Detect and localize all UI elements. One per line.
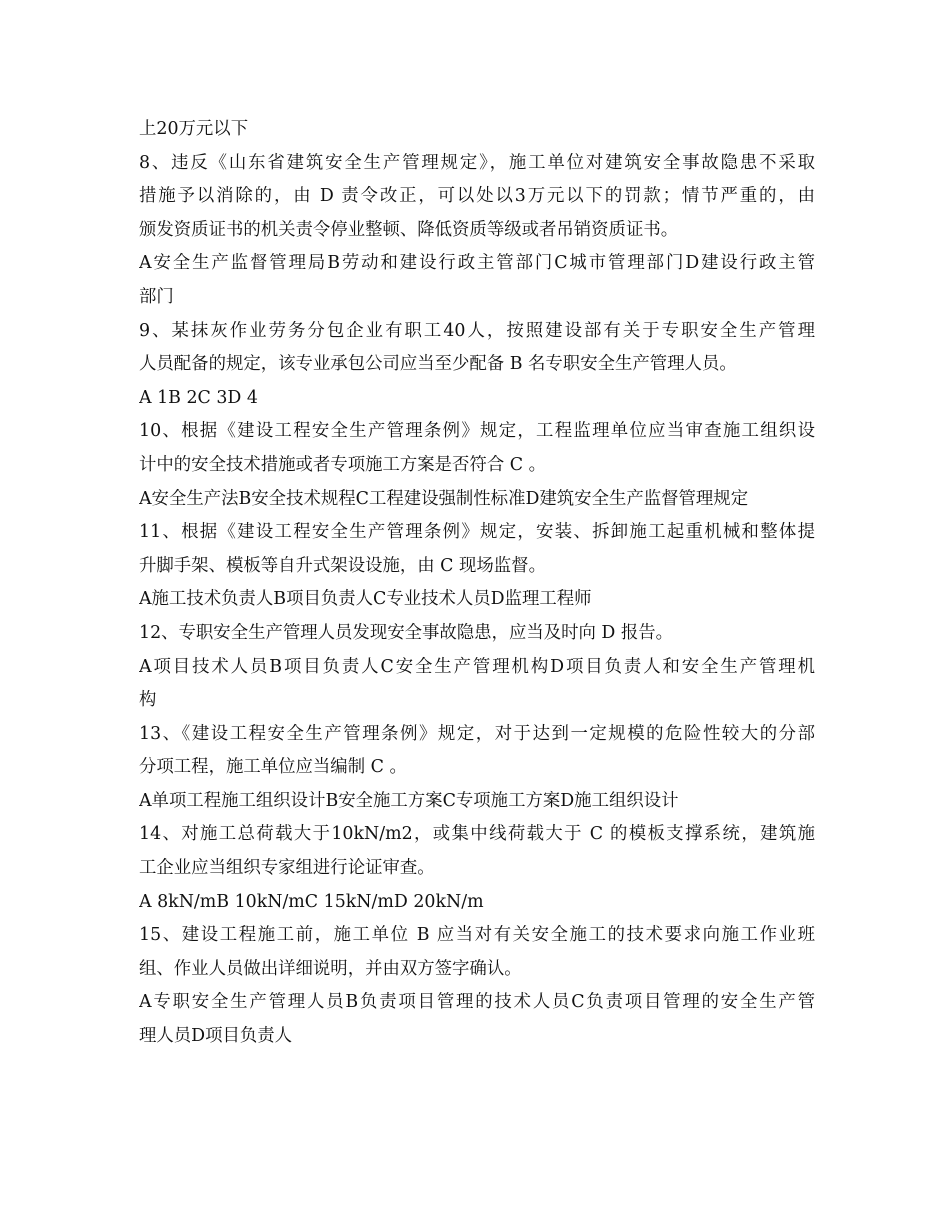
- question-13-options: A单项工程施工组织设计B安全施工方案C专项施工方案D施工组织设计: [139, 790, 679, 811]
- question-9-options: A 1B 2C 3D 4: [139, 387, 258, 408]
- question-15-options: 理人员D项目负责人: [139, 1026, 293, 1047]
- question-8-text: 颁发资质证书的机关责令停业整顿、降低资质等级或者吊销资质证书。: [139, 219, 679, 240]
- question-14-options: A 8kN/mB 10kN/mC 15kN/mD 20kN/m: [139, 891, 484, 912]
- question-11-options: A施工技术负责人B项目负责人C专业技术人员D监理工程师: [139, 589, 592, 610]
- question-10-text: 计中的安全技术措施或者专项施工方案是否符合 C 。: [139, 454, 546, 475]
- text-line: 上20万元以下: [139, 119, 249, 139]
- question-12-options: A项目技术人员B项目负责人C安全生产管理机构D项目负责人和安全生产管理机: [139, 656, 815, 677]
- question-13-text: 13、《建设工程安全生产管理条例》规定，对于达到一定规模的危险性较大的分部: [139, 723, 815, 744]
- question-15-text: 15、建设工程施工前，施工单位 B 应当对有关安全施工的技术要求向施工作业班: [139, 925, 815, 946]
- document-body: [139, 113, 815, 1054]
- question-8-options: 部门: [139, 286, 174, 307]
- question-8-text: 措施予以消除的，由 D 责令改正，可以处以3万元以下的罚款；情节严重的，由: [139, 186, 815, 207]
- question-11-text: 升脚手架、模板等自升式架设设施，由 C 现场监督。: [139, 555, 546, 576]
- question-10-text: 10、根据《建设工程安全生产管理条例》规定，工程监理单位应当审查施工组织设: [139, 421, 815, 442]
- question-13-text: 分项工程，施工单位应当编制 C 。: [139, 757, 407, 778]
- question-8-options: A安全生产监督管理局B劳动和建设行政主管部门C城市管理部门D建设行政主管: [139, 253, 815, 274]
- question-9-text: 人员配备的规定，该专业承包公司应当至少配备 B 名专职安全生产管理人员。: [139, 354, 737, 375]
- question-14-text: 14、对施工总荷载大于10kN/m2，或集中线荷载大于 C 的模板支撑系统，建筑施: [139, 824, 815, 845]
- question-8-text: 8、违反《山东省建筑安全生产管理规定》，施工单位对建筑安全事故隐患不采取: [139, 152, 815, 173]
- question-12-text: 12、专职安全生产管理人员发现安全事故隐患，应当及时向 D 报告。: [139, 622, 674, 643]
- question-12-options: 构: [139, 690, 157, 711]
- question-11-text: 11、根据《建设工程安全生产管理条例》规定，安装、拆卸施工起重机械和整体提: [139, 522, 815, 543]
- question-9-text: 9、某抹灰作业劳务分包企业有职工40人，按照建设部有关于专职安全生产管理: [139, 320, 815, 341]
- question-10-options: A安全生产法B安全技术规程C工程建设强制性标准D建筑安全生产监督管理规定: [139, 488, 749, 509]
- question-15-options: A专职安全生产管理人员B负责项目管理的技术人员C负责项目管理的安全生产管: [139, 992, 815, 1013]
- question-15-text: 组、作业人员做出详细说明，并由双方签字确认。: [139, 958, 522, 979]
- question-14-text: 工企业应当组织专家组进行论证审查。: [139, 858, 435, 879]
